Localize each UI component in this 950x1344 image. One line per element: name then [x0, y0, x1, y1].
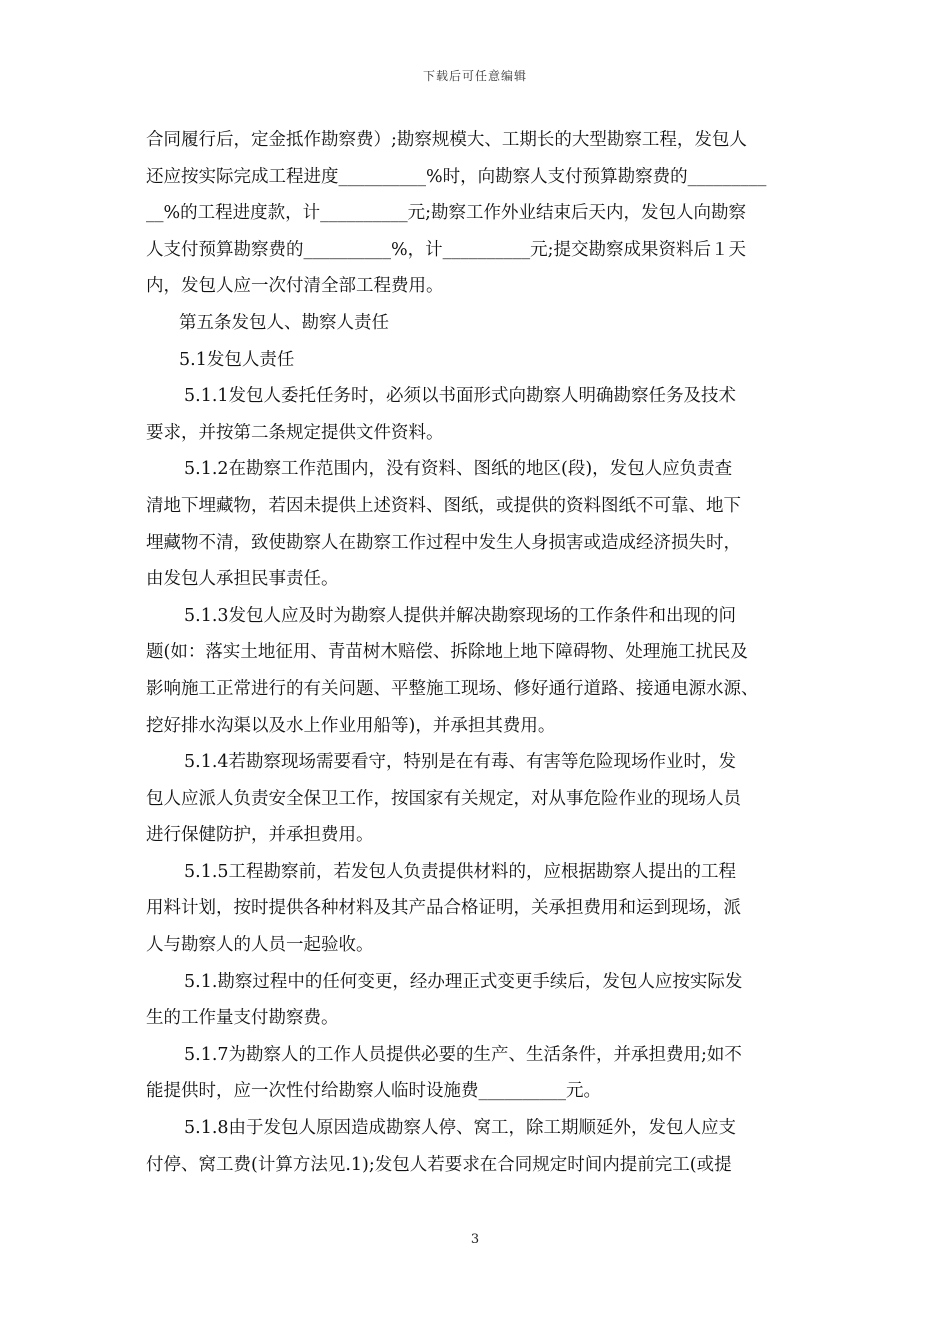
text-line: 还应按实际完成工程进度__________%时，向勘察人支付预算勘察费的_________	[146, 166, 767, 187]
text-line: 进行保健防护，并承担费用。	[146, 825, 374, 846]
document-body	[146, 122, 814, 1183]
text-line: 5.1发包人责任	[179, 349, 295, 370]
text-line: 挖好排水沟渠以及水上作业用船等)，并承担其费用。	[146, 715, 556, 736]
text-line: 清地下埋藏物，若因未提供上述资料、图纸，或提供的资料图纸不可靠、地下	[146, 495, 741, 516]
text-line: 5.1.2在勘察工作范围内，没有资料、图纸的地区(段)，发包人应负责查	[184, 459, 733, 480]
text-line: 5.1.勘察过程中的任何变更，经办理正式变更手续后，发包人应按实际发	[184, 971, 743, 992]
text-line: 由发包人承担民事责任。	[146, 569, 339, 590]
text-line: 5.1.7为勘察人的工作人员提供必要的生产、生活条件，并承担费用;如不	[184, 1044, 742, 1065]
text-line: 合同履行后，定金抵作勘察费）;勘察规模大、工期长的大型勘察工程，发包人	[146, 130, 747, 150]
text-line: 5.1.5工程勘察前，若发包人负责提供材料的，应根据勘察人提出的工程	[184, 861, 737, 882]
text-line: 用料计划，按时提供各种材料及其产品合格证明，关承担费用和运到现场，派	[146, 898, 741, 919]
text-line: 人支付预算勘察费的__________%，计__________元;提交勘察成果资料后１天	[146, 239, 747, 260]
text-line: 能提供时，应一次性付给勘察人临时设施费__________元。	[146, 1081, 601, 1102]
text-line: 埋藏物不清，致使勘察人在勘察工作过程中发生人身损害或造成经济损失时，	[146, 532, 741, 553]
text-line: 5.1.3发包人应及时为勘察人提供并解决勘察现场的工作条件和出现的问	[184, 605, 737, 626]
text-line: 要求，并按第二条规定提供文件资料。	[146, 422, 444, 443]
text-line: __%的工程进度款，计__________元;勘察工作外业结束后天内，发包人向勘察	[146, 203, 747, 224]
text-line: 题(如：落实土地征用、青苗树木赔偿、拆除地上地下障碍物、处理施工扰民及	[146, 642, 748, 663]
text-line: 影响施工正常进行的有关问题、平整施工现场、修好通行道路、接通电源水源、	[146, 678, 759, 699]
text-line: 包人应派人负责安全保卫工作，按国家有关规定，对从事危险作业的现场人员	[146, 788, 741, 809]
text-line: 生的工作量支付勘察费。	[146, 1008, 339, 1029]
text-line: 第五条发包人、勘察人责任	[179, 312, 389, 333]
text-line: 5.1.8由于发包人原因造成勘察人停、窝工，除工期顺延外，发包人应支	[184, 1118, 737, 1139]
text-line: 人与勘察人的人员一起验收。	[146, 935, 374, 956]
page-header: 下载后可任意编辑	[422, 69, 527, 83]
text-line: 5.1.4若勘察现场需要看守，特别是在有毒、有害等危险现场作业时，发	[184, 752, 737, 773]
text-line: 付停、窝工费(计算方法见.1);发包人若要求在合同规定时间内提前完工(或提	[146, 1154, 732, 1175]
text-line: 内，发包人应一次付清全部工程费用。	[146, 276, 444, 297]
page-number: 3	[470, 1232, 480, 1247]
text-line: 5.1.1发包人委托任务时，必须以书面形式向勘察人明确勘察任务及技术	[184, 386, 737, 407]
